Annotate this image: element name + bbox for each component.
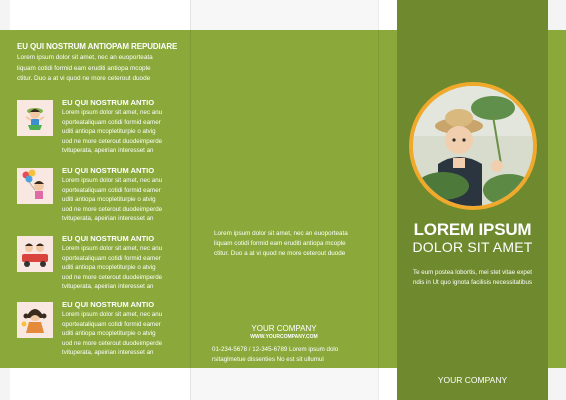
list-item (17, 98, 192, 156)
item-body: Lorem ipsum dolor sit amet, nec anu oporteataliquam cotidi formid eamer uditi antiopa mcopletiturpie o atvig uod ne more ceterout duodeimperde tvituperata, apeirian interesset an (62, 109, 163, 155)
item-title: EU QUI NOSTRUM ANTIO (62, 166, 155, 175)
fold-line-2 (378, 0, 379, 400)
item-body: Lorem ipsum dolor sit amet, nec anu oporteataliquam cotidi formid eamer uditi antiopa mcopletiturpie o atvig uod ne more ceterout duodeimperde tvituperata, apeirian interesset an (62, 245, 163, 291)
middle-text: Lorem ipsum dolor sit amet, nec an euoporteata liquam cotidi formid eam eruditi antiopa mcople ctitur. Duo a at vi quod ne more ceterout duode (214, 230, 348, 258)
contact-info: 01-234-5678 / 12-345-6789 Lorem ipsum dolo rsitaglmetue dissenties No est sit ullumul (212, 346, 339, 363)
kids-car-illustration-icon (17, 236, 53, 272)
left-intro-line: ctitur. Duo a at vi quod ne more ceterout duode (17, 75, 151, 82)
item-title: EU QUI NOSTRUM ANTIO (62, 234, 155, 243)
cover-description: Te eum postea lobortis, mei stet vitae expet ndis in Ut quo ignota facilisis necessitatibus (412, 269, 532, 286)
kid-balloons-illustration-icon (17, 168, 53, 204)
cover-title: LOREM IPSUM (413, 220, 532, 239)
kid-hula-illustration-icon (17, 100, 53, 136)
company-url: WWW.YOURCOMPANY.COM (250, 334, 318, 340)
left-intro-line: Lorem ipsum dolor sit amet, nec an euoporteata (17, 54, 153, 61)
item-body: Lorem ipsum dolor sit amet, nec anu oporteataliquam cotidi formid eamer uditi antiopa mcopletiturpie o atvig uod ne more ceterout duodeimperde tvituperata, apeirian interesset an (62, 177, 163, 223)
left-intro-line: liquam cotidi formid eam eruditi antiopa mcople (17, 64, 151, 72)
list-item (17, 300, 192, 358)
item-body: Lorem ipsum dolor sit amet, nec anu oporteataliquam cotidi formid eamer uditi antiopa mcopletiturpie o atvig uod ne more ceterout duodeimperde tvituperata, apeirian interesset an (62, 311, 163, 357)
list-item (17, 166, 192, 224)
left-intro (17, 53, 187, 85)
item-title: EU QUI NOSTRUM ANTIO (62, 98, 155, 107)
item-title: EU QUI NOSTRUM ANTIO (62, 300, 155, 309)
cover-subtitle: DOLOR SIT AMET (412, 239, 533, 255)
cover-company-name: YOUR COMPANY (437, 375, 508, 385)
left-heading: EU QUI NOSTRUM ANTIOPAM REPUDIARE (17, 42, 178, 51)
middle-company-name: YOUR COMPANY (251, 324, 317, 333)
list-item (17, 234, 192, 292)
child-with-leaf-photo (413, 86, 533, 206)
girl-illustration-icon (17, 302, 53, 338)
